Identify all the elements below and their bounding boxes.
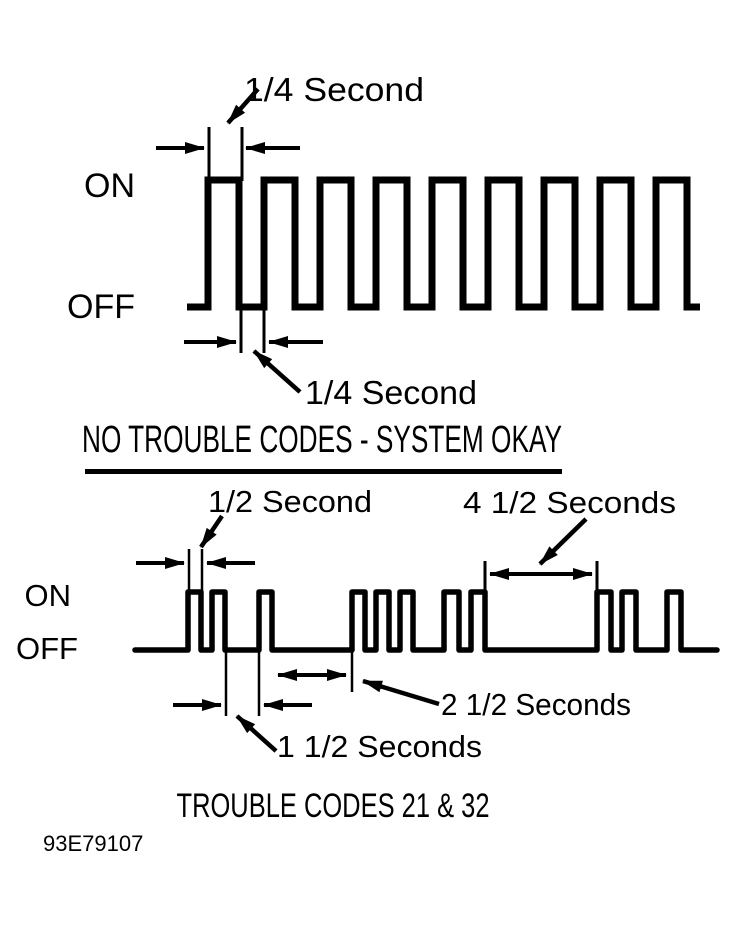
off-duration-label: 1/4 Second: [305, 374, 477, 411]
repeat-gap-pointer-arrow: [540, 519, 586, 564]
trouble-codes-section: [16, 484, 717, 825]
off-level-label-bottom: OFF: [16, 631, 78, 666]
repeat-gap-label: 4 1/2 Seconds: [463, 485, 676, 520]
trouble-codes-title: TROUBLE CODES 21 & 32: [176, 787, 490, 825]
off-duration-pointer-arrow: [254, 351, 300, 392]
digit-gap-label: 1 1/2 Seconds: [277, 729, 482, 764]
pulse-duration-pointer-arrow: [201, 516, 222, 547]
pulse-duration-label: 1/2 Second: [208, 484, 372, 519]
code-gap-pointer-arrow: [363, 681, 439, 704]
top-waveform: [187, 180, 700, 307]
bottom-waveform: [135, 592, 717, 650]
on-level-label: ON: [84, 167, 135, 205]
off-level-label: OFF: [67, 288, 135, 326]
digit-gap-pointer-arrow: [237, 716, 276, 751]
code-gap-label: 2 1/2 Seconds: [441, 687, 631, 722]
no-trouble-codes-title: NO TROUBLE CODES - SYSTEM OKAY: [82, 419, 562, 461]
no-trouble-codes-section: [67, 71, 700, 472]
on-level-label-bottom: ON: [24, 578, 71, 613]
on-duration-label: 1/4 Second: [244, 71, 424, 108]
figure-id: 93E79107: [43, 831, 144, 856]
